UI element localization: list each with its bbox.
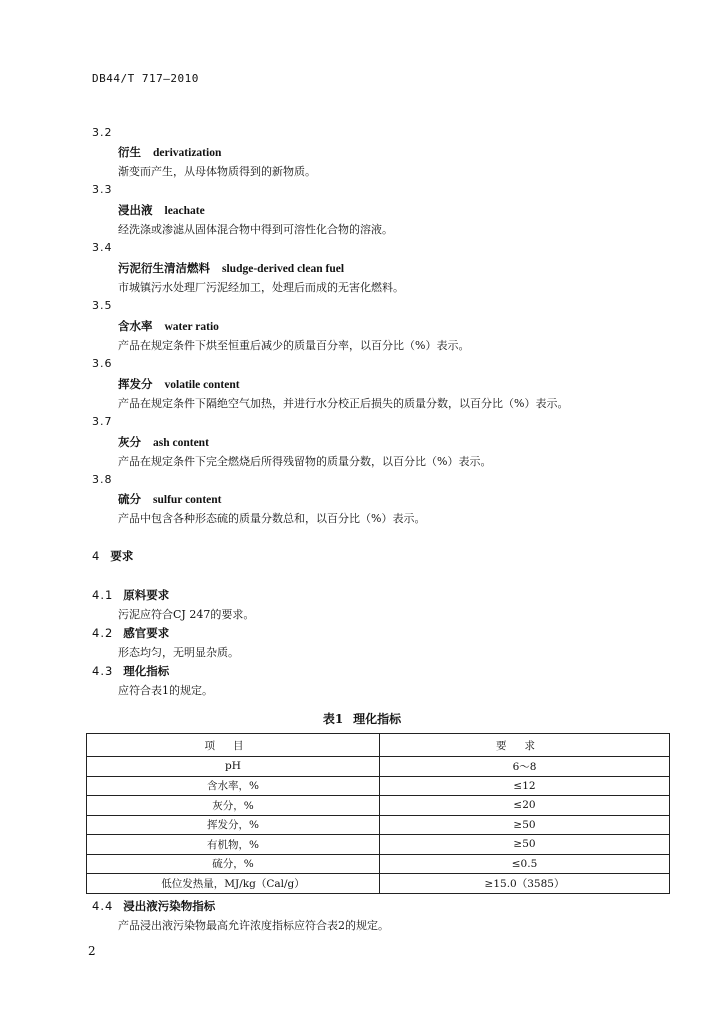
document-header: DB44/T 717—2010 xyxy=(92,72,199,85)
term xyxy=(118,434,209,450)
term-zh: 污泥衍生清洁燃料 xyxy=(118,261,210,275)
term-zh: 挥发分 xyxy=(118,377,153,391)
subsection-text: 产品浸出液污染物最高允许浓度指标应符合表2的规定。 xyxy=(118,919,389,932)
term-zh: 硫分 xyxy=(118,492,141,506)
requirement-cell: 6～8 xyxy=(380,757,670,777)
term-zh: 灰分 xyxy=(118,435,141,449)
item-cell: 挥发分，% xyxy=(87,815,380,835)
term xyxy=(118,144,221,160)
item-cell: 含水率，% xyxy=(87,776,380,796)
column-header-requirement: 要求 xyxy=(380,734,670,757)
term xyxy=(118,318,219,334)
subsection-number: 4.1 xyxy=(92,588,114,602)
spec-table xyxy=(86,733,670,894)
subsection-heading xyxy=(92,898,215,914)
subsection-heading xyxy=(92,587,169,603)
term xyxy=(118,260,344,276)
clause-number: 3.3 xyxy=(92,183,113,196)
clause-number: 3.4 xyxy=(92,241,113,254)
table-row xyxy=(87,854,670,874)
table-row xyxy=(87,835,670,855)
item-cell: pH xyxy=(87,757,380,777)
requirement-cell: ≤20 xyxy=(380,796,670,816)
item-cell: 硫分，% xyxy=(87,854,380,874)
term-definition: 产品中包含各种形态硫的质量分数总和，以百分比（%）表示。 xyxy=(118,512,426,525)
item-cell: 灰分，% xyxy=(87,796,380,816)
section-title: 要求 xyxy=(110,549,134,563)
term-zh: 衍生 xyxy=(118,145,141,159)
term-definition: 经洗涤或渗滤从固体混合物中得到可溶性化合物的溶液。 xyxy=(118,223,393,236)
requirement-cell: ≥50 xyxy=(380,835,670,855)
term-zh: 含水率 xyxy=(118,319,153,333)
term-definition: 渐变而产生，从母体物质得到的新物质。 xyxy=(118,165,316,178)
clause-number: 3.5 xyxy=(92,299,113,312)
subsection-title: 理化指标 xyxy=(123,664,170,678)
subsection-title: 感官要求 xyxy=(123,626,170,640)
subsection-text: 污泥应符合CJ 247的要求。 xyxy=(118,608,255,621)
subsection-title: 原料要求 xyxy=(123,588,170,602)
term-en: volatile content xyxy=(164,379,240,391)
table-row xyxy=(87,796,670,816)
subsection-number: 4.4 xyxy=(92,899,114,913)
clause-number: 3.6 xyxy=(92,357,113,370)
term-en: sulfur content xyxy=(153,494,222,506)
item-cell: 低位发热量，MJ/kg（Cal/g） xyxy=(87,874,380,894)
clause-number: 3.7 xyxy=(92,415,113,428)
table-header-row xyxy=(87,734,670,757)
page-number: 2 xyxy=(88,944,96,958)
table-row xyxy=(87,874,670,894)
term-zh: 浸出液 xyxy=(118,203,153,217)
term xyxy=(118,202,205,218)
requirement-cell: ≤12 xyxy=(380,776,670,796)
term xyxy=(118,491,221,507)
table-caption-number: 表1 xyxy=(322,712,344,726)
section-number: 4 xyxy=(92,549,101,563)
requirement-cell: ≥15.0（3585） xyxy=(380,874,670,894)
section-heading xyxy=(92,548,133,564)
subsection-heading xyxy=(92,663,169,679)
subsection-number: 4.3 xyxy=(92,664,114,678)
requirement-cell: ≤0.5 xyxy=(380,854,670,874)
term xyxy=(118,376,240,392)
subsection-heading xyxy=(92,625,169,641)
term-en: sludge-derived clean fuel xyxy=(222,263,345,275)
term-definition: 产品在规定条件下完全燃烧后所得残留物的质量分数，以百分比（%）表示。 xyxy=(118,455,492,468)
clause-number: 3.8 xyxy=(92,473,113,486)
subsection-title: 浸出液污染物指标 xyxy=(123,899,216,913)
table-caption-title: 理化指标 xyxy=(353,712,402,726)
term-en: water ratio xyxy=(164,321,219,333)
table-row xyxy=(87,776,670,796)
table-caption xyxy=(0,710,724,727)
clause-number: 3.2 xyxy=(92,126,113,139)
subsection-text: 应符合表1的规定。 xyxy=(118,684,213,697)
term-en: derivatization xyxy=(153,147,222,159)
subsection-text: 形态均匀，无明显杂质。 xyxy=(118,646,239,659)
term-en: ash content xyxy=(153,437,209,449)
subsection-number: 4.2 xyxy=(92,626,114,640)
table-row xyxy=(87,815,670,835)
term-definition: 产品在规定条件下隔绝空气加热，并进行水分校正后损失的质量分数，以百分比（%）表示。 xyxy=(118,397,569,410)
term-en: leachate xyxy=(164,205,205,217)
term-definition: 市城镇污水处理厂污泥经加工，处理后而成的无害化燃料。 xyxy=(118,281,404,294)
requirement-cell: ≥50 xyxy=(380,815,670,835)
item-cell: 有机物，% xyxy=(87,835,380,855)
term-definition: 产品在规定条件下烘至恒重后减少的质量百分率，以百分比（%）表示。 xyxy=(118,339,470,352)
table-row xyxy=(87,757,670,777)
column-header-item: 项目 xyxy=(87,734,380,757)
